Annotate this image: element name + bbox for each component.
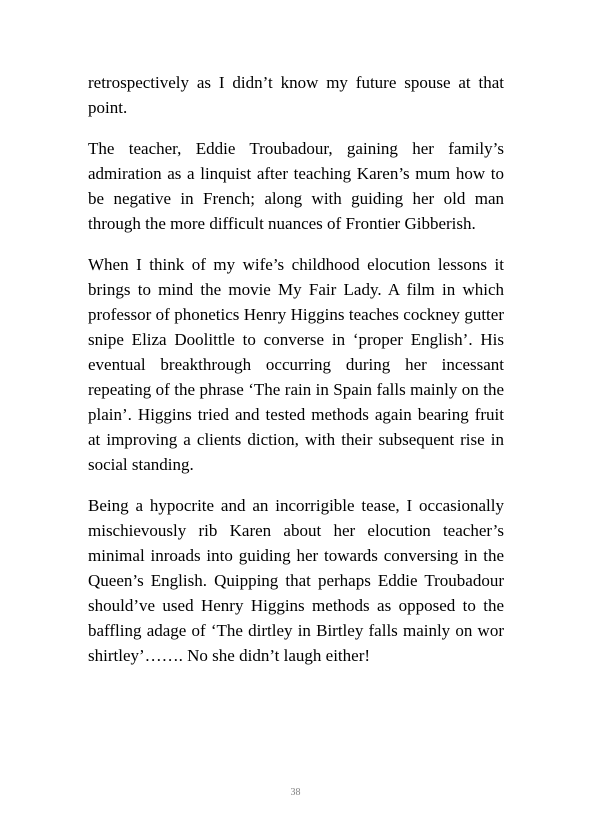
paragraph-3: When I think of my wife’s childhood elocution lessons it brings to mind the movie My Fair Lady. A film in which professor of phonetics Henry Higgins teaches cockney gutter snipe Eliza Doolittle to converse in ‘proper English’. His eventual breakthrough occurring during her incessant repeating of the phrase ‘The rain in Spain falls mainly on the plain’. Higgins tried and tested methods again bearing fruit at improving a clients diction, with their subsequent rise in social standing. [88, 255, 504, 474]
page-number: 38 [290, 787, 301, 798]
paragraph-4: Being a hypocrite and an incorrigible tease, I occasionally mischievously rib Karen about her elocution teacher’s minimal inroads into guiding her towards conversing in the Queen’s English. Quipping that perhaps Eddie Troubadour should’ve used Henry Higgins methods as opposed to the baffling adage of ‘The dirtley in Birtley falls mainly on wor shirtley’……. No she didn’t laugh either! [88, 496, 504, 665]
paragraph-2: The teacher, Eddie Troubadour, gaining her family’s admiration as a linquist after teaching Karen’s mum how to be negative in French; along with guiding her old man through the more difficult nuances of Frontier Gibberish. [88, 139, 504, 233]
paragraph-1: retrospectively as I didn’t know my future spouse at that point. [88, 73, 504, 117]
body-text [88, 70, 504, 684]
